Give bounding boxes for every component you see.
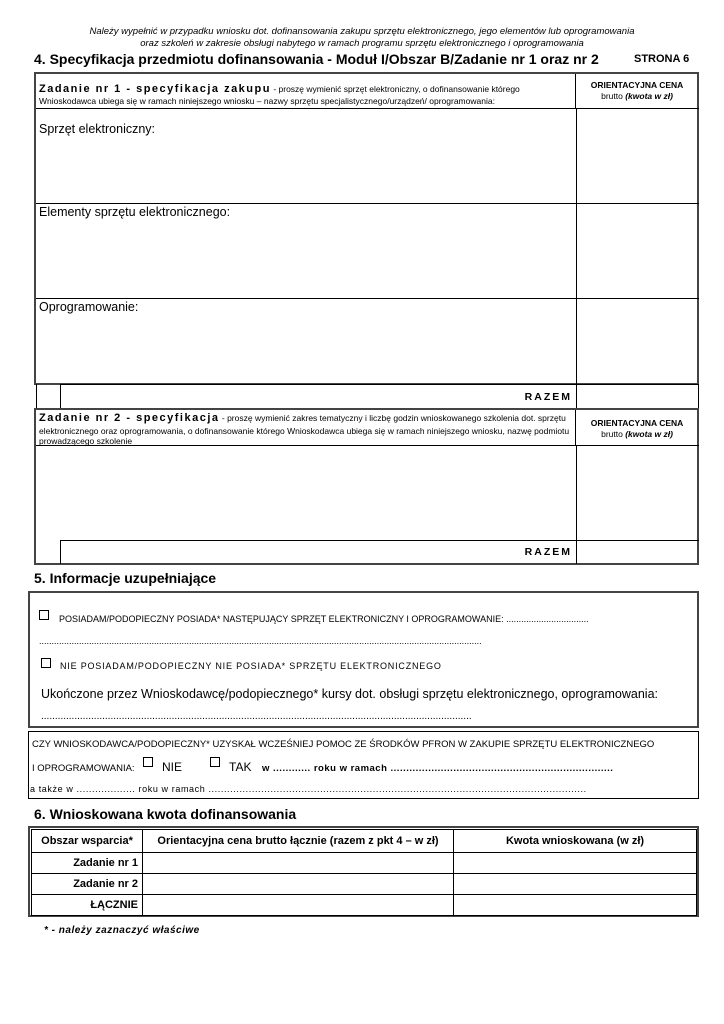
price-column-divider [576, 108, 577, 384]
row-equipment-elements: Elementy sprzętu elektronicznego: [39, 205, 231, 219]
price-column-divider [576, 445, 577, 540]
header-amount: Kwota wnioskowana (w zł) [454, 830, 697, 853]
divider [576, 384, 577, 409]
price-header-line1: ORIENTACYJNA CENA [590, 418, 684, 428]
cell-price-task1[interactable] [143, 853, 454, 874]
footnote: * - należy zaznaczyć właściwe [44, 925, 200, 936]
task2-desc2: elektronicznego oraz oprogramowania, o dofinansowanie którego Wnioskodawca ubiega się w ramach niniejszego wniosku, nazwę podmiotu [39, 426, 570, 436]
aid-yes-checkbox[interactable] [210, 757, 220, 767]
task2-desc1: - proszę wymienić zakres tematyczny i liczbę godzin wnioskowanego szkolenia dot. sprzętu [219, 413, 566, 423]
equipment-dots: ................................................................................................................................................................................. [39, 636, 482, 646]
cell-price-total[interactable] [143, 895, 454, 916]
price-header-line2a: brutto [601, 429, 626, 439]
header-note-line1: Należy wypełnić w przypadku wniosku dot. dofinansowania zakupu sprzętu elektronicznego, jego elementów lub oprogramowania [89, 26, 635, 37]
price-header-line2b: (kwota w zł) [625, 91, 673, 101]
funding-table [31, 829, 697, 916]
cell-amount-task1[interactable] [454, 853, 697, 874]
row-total: ŁĄCZNIE [32, 895, 143, 916]
row-electronic-equipment: Sprzęt elektroniczny: [39, 122, 156, 136]
task2-header [36, 410, 576, 446]
row-task2: Zadanie nr 2 [32, 874, 143, 895]
divider [36, 298, 699, 299]
divider [60, 540, 699, 541]
no-equipment-checkbox[interactable] [41, 658, 51, 668]
header-price: Orientacyjna cena brutto łącznie (razem z pkt 4 – w zł) [143, 830, 454, 853]
section5-block [28, 591, 699, 728]
page-label: STRONA 6 [634, 53, 690, 65]
divider [36, 203, 699, 204]
price-header-line2a: brutto [601, 91, 626, 101]
cell-amount-total[interactable] [454, 895, 697, 916]
has-equipment-label: POSIADAM/PODOPIECZNY POSIADA* NASTĘPUJĄCY SPRZĘT ELEKTRONICZNY I OPROGRAMOWANIE: ................................. [59, 614, 589, 624]
aid-no-checkbox[interactable] [143, 757, 153, 767]
task1-total-row [60, 384, 699, 409]
has-equipment-checkbox[interactable] [39, 610, 49, 620]
cell-price-task2[interactable] [143, 874, 454, 895]
task1-desc1: - proszę wymienić sprzęt elektroniczny, o dofinansowanie którego [270, 84, 520, 94]
section6-title: 6. Wnioskowana kwota dofinansowania [34, 806, 297, 822]
aid-also: a także w ................... roku w ramach .......................................................................................................................... [30, 784, 587, 794]
task2-desc3: prowadzącego szkolenie [39, 436, 133, 446]
no-equipment-label: NIE POSIADAM/PODOPIECZNY NIE POSIADA* SPRZĘTU ELEKTRONICZNEGO [60, 661, 442, 671]
divider [576, 540, 577, 564]
header-note-line2: oraz szkoleń w zakresie obsługi nabytego w ramach programu sprzętu elektronicznego i oprogramowania [140, 38, 584, 49]
task1-desc2: Wnioskodawca ubiega się w ramach niniejszego wniosku – nazwy sprzętu specjalistycznego/urządzeń/ oprogramowania: [39, 96, 495, 106]
aid-year-program: w ............ roku w ramach ....................................................................... [262, 763, 614, 774]
row-task1: Zadanie nr 1 [32, 853, 143, 874]
task2-title: Zadanie nr 2 - specyfikacja [39, 412, 220, 424]
aid-yes-label: TAK [229, 760, 252, 774]
aid-question-2: I OPROGRAMOWANIA: [32, 763, 135, 774]
task2-total-label: RAZEM [524, 546, 572, 558]
courses-label: Ukończone przez Wnioskodawcę/podopiecznego* kursy dot. obsługi sprzętu elektronicznego, oprogramowania: [41, 687, 659, 701]
spacer [36, 384, 61, 409]
row-software: Oprogramowanie: [39, 300, 139, 314]
divider [36, 445, 699, 446]
aid-question: CZY WNIOSKODAWCA/PODOPIECZNY* UZYSKAŁ WCZEŚNIEJ POMOC ZE ŚRODKÓW PFRON W ZAKUPIE SPRZĘTU ELEKTRONICZNEGO [32, 739, 655, 750]
task1-total-label: RAZEM [524, 391, 572, 403]
task1-title: Zadanie nr 1 - specyfikacja zakupu [39, 83, 271, 95]
task1-price-header [576, 80, 698, 102]
divider [60, 540, 61, 564]
section5-title: 5. Informacje uzupełniające [34, 570, 217, 586]
cell-amount-task2[interactable] [454, 874, 697, 895]
price-header-line2b: (kwota w zł) [625, 429, 673, 439]
header-area: Obszar wsparcia* [32, 830, 143, 853]
task1-block [34, 72, 699, 385]
section4-title: 4. Specyfikacja przedmiotu dofinansowania - Moduł I/Obszar B/Zadanie nr 1 oraz nr 2 [34, 51, 599, 67]
task1-header [36, 74, 576, 109]
courses-dots: ........................................................................................................................................................... [41, 711, 472, 722]
task2-price-header [576, 418, 698, 440]
aid-no-label: NIE [162, 760, 183, 774]
divider [36, 108, 699, 109]
price-header-line1: ORIENTACYJNA CENA [590, 80, 684, 90]
